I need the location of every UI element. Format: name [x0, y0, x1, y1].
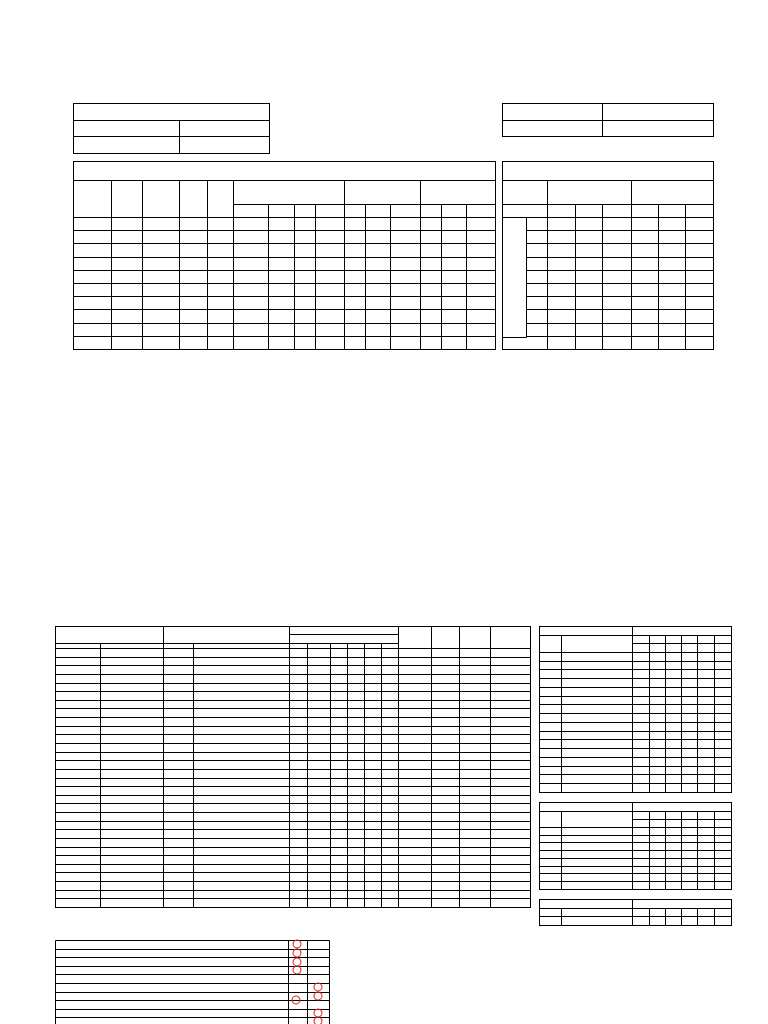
table-border [74, 162, 496, 350]
table-border [540, 803, 732, 890]
table-border [503, 162, 714, 350]
table-border [540, 900, 732, 926]
bottom-checklist-table [56, 941, 330, 1024]
red-circle-mark [314, 992, 322, 1000]
red-circle-mark [293, 949, 301, 957]
red-circle-mark [293, 966, 301, 974]
red-circle-mark [314, 983, 322, 991]
red-circle-mark [314, 1017, 322, 1024]
red-circle-mark [314, 1009, 322, 1017]
red-circle-mark [293, 940, 301, 948]
main-upper-table [74, 162, 496, 350]
lower-main-table [56, 627, 531, 908]
top-left-header-box [74, 104, 270, 154]
red-circle-mark [293, 958, 301, 966]
upper-right-table [503, 162, 714, 350]
lower-right-table-2 [540, 803, 732, 890]
lower-right-table-1 [540, 627, 732, 793]
top-right-header-box [503, 104, 714, 137]
table-border [540, 627, 732, 793]
lower-right-table-3 [540, 900, 732, 926]
